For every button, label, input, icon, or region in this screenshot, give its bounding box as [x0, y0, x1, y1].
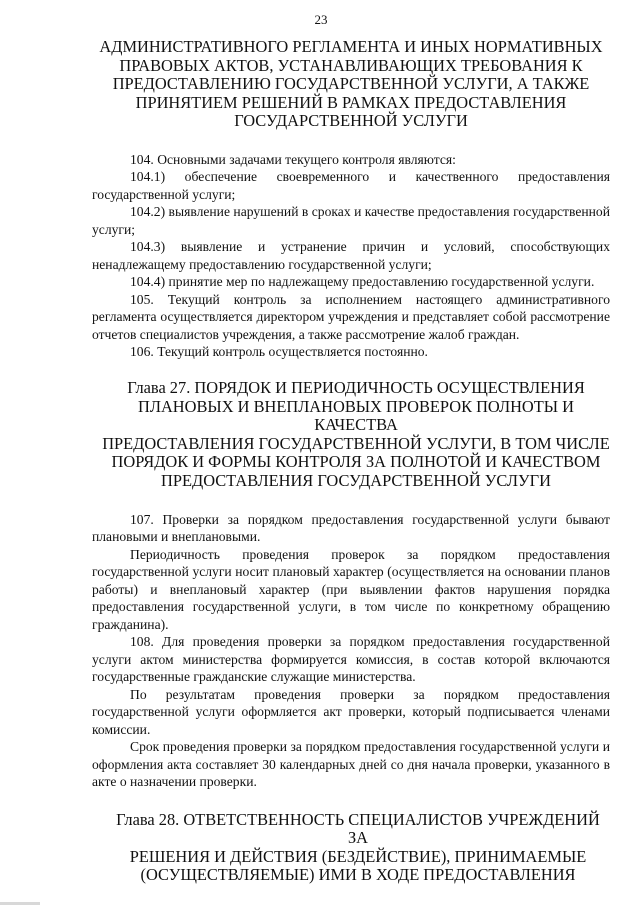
paragraph-104-2: 104.2) выявление нарушений в сроках и качестве предоставления государственной услуги; [92, 204, 610, 237]
heading-line: РЕШЕНИЯ И ДЕЙСТВИЯ (БЕЗДЕЙСТВИЕ), ПРИНИМАЕМЫЕ [129, 846, 587, 866]
heading-line: Глава 27. ПОРЯДОК И ПЕРИОДИЧНОСТЬ ОСУЩЕСТВЛЕНИЯ [127, 377, 585, 397]
paragraph-104-4: 104.4) принятие мер по надлежащему предоставлению государственной услуги. [130, 274, 595, 290]
chapter-27-heading [92, 379, 610, 491]
heading-line: ПРЕДОСТАВЛЕНИЯ ГОСУДАРСТВЕННОЙ УСЛУГИ [161, 470, 551, 490]
paragraph-periodicity: Периодичность проведения проверок за порядком предоставления государственной услуги носит плановый характер (осуществляется на основании планов работы) и внеплановый характер (при выявлении фактов нарушения порядка предоставления государственной услуги, в том числе по конкретному обращению гражданина). [92, 546, 610, 632]
paragraph-results: По результатам проведения проверки за порядком предоставления государственной услуги оформляется акт проверки, который подписывается членами комиссии. [92, 686, 610, 737]
paragraph-104-3: 104.3) выявление и устранение причин и условий, способствующих ненадлежащему предоставлению государственной услуги; [92, 239, 610, 272]
heading-line: Глава 28. ОТВЕТСТВЕННОСТЬ СПЕЦИАЛИСТОВ УЧРЕЖДЕНИЙ ЗА [116, 809, 600, 848]
heading-line: ПРЕДОСТАВЛЕНИЯ ГОСУДАРСТВЕННОЙ УСЛУГИ, В ТОМ ЧИСЛЕ [102, 433, 610, 453]
page-number: 23 [314, 12, 328, 27]
paragraph-105: 105. Текущий контроль за исполнением настоящего административного регламента осуществляется директором учреждения и представляет собой рассмотрение отчетов специалистов учреждения, а также рассмотрение жалоб граждан. [92, 291, 610, 342]
top-heading [92, 38, 610, 131]
paragraph-106: 106. Текущий контроль осуществляется постоянно. [130, 344, 428, 360]
paragraph-term: Срок проведения проверки за порядком предоставления государственной услуги и оформления акта составляет 30 календарных дней со дня начала проверки, указанного в акте о назначении проверки. [92, 739, 610, 790]
heading-line: ПРИНЯТИЕМ РЕШЕНИЙ В РАМКАХ ПРЕДОСТАВЛЕНИЯ [135, 92, 567, 112]
heading-line: ПРЕДОСТАВЛЕНИЮ ГОСУДАРСТВЕННОЙ УСЛУГИ, А ТАКЖЕ [112, 74, 590, 94]
heading-line: (ОСУЩЕСТВЛЯЕМЫЕ) ИМИ В ХОДЕ ПРЕДОСТАВЛЕНИЯ [140, 865, 576, 885]
heading-line: ПОРЯДОК И ФОРМЫ КОНТРОЛЯ ЗА ПОЛНОТОЙ И КАЧЕСТВОМ [111, 452, 601, 472]
section-current-control [92, 151, 610, 361]
paragraph-104: 104. Основными задачами текущего контроля являются: [130, 151, 456, 167]
chapter-28-heading [92, 811, 610, 885]
paragraph-104-1: 104.1) обеспечение своевременного и качественного предоставления государственной услуги; [92, 169, 610, 202]
heading-line: ПРАВОВЫХ АКТОВ, УСТАНАВЛИВАЮЩИХ ТРЕБОВАНИЯ К [119, 55, 583, 75]
paragraph-108: 108. Для проведения проверки за порядком предоставления государственной услуги актом министерства формируется комиссия, в состав которой включаются государственные гражданские служащие министерства. [92, 634, 610, 685]
heading-line: АДМИНИСТРАТИВНОГО РЕГЛАМЕНТА И ИНЫХ НОРМАТИВНЫХ [99, 37, 603, 56]
section-inspections [92, 511, 610, 791]
heading-line: ПЛАНОВЫХ И ВНЕПЛАНОВЫХ ПРОВЕРОК ПОЛНОТЫ И КАЧЕСТВА [138, 396, 574, 435]
paragraph-107: 107. Проверки за порядком предоставления государственной услуги бывают плановыми и внеплановыми. [92, 511, 610, 545]
heading-line: ГОСУДАРСТВЕННОЙ УСЛУГИ [234, 111, 468, 131]
